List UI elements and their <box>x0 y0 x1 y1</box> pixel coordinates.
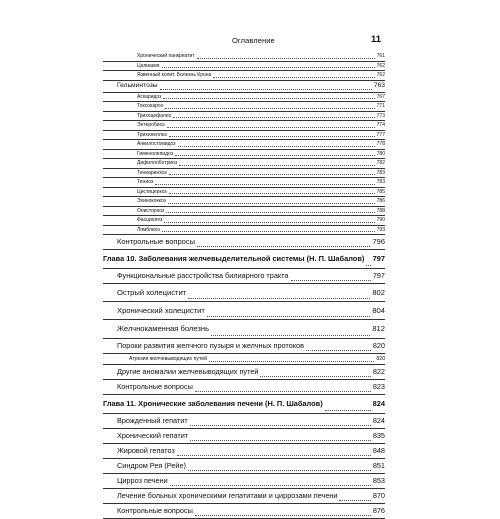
toc-entry: Тениаринхоз 783 <box>103 169 385 179</box>
toc-entry: Анкилостомидоз 778 <box>103 140 385 150</box>
toc-entry: Эхинококкоз 786 <box>103 197 385 207</box>
toc-entry-control-questions: Контрольные вопросы 796 <box>103 235 385 250</box>
toc-entry-control-questions: Контрольные вопросы 876 <box>103 504 385 519</box>
toc-entry: Трихинеллез 777 <box>103 131 385 141</box>
toc-entry: Энтеробиоз 774 <box>103 121 385 131</box>
running-header-title: Оглавление <box>232 36 275 45</box>
toc-section-entry: Гельминтозы 763 <box>103 81 385 93</box>
toc-entry: Врожденный гепатит 824 <box>103 414 385 429</box>
toc-entry: Язвенный колит. Болезнь Крона 762 <box>103 71 385 81</box>
toc-entry: Цистицеркоз 785 <box>103 188 385 198</box>
toc-entry: Лечение больных хроническими гепатитами и циррозами печени 870 <box>103 489 385 504</box>
toc-chapter-heading: Глава 11. Хронические заболевания печени (Н. П. Шабалов) 824 <box>103 395 385 414</box>
toc-entry: Атрезия желчевыводящих путей 820 <box>103 354 385 365</box>
toc-entry: Острый холецистит 802 <box>103 284 385 302</box>
toc-entry: Хронический гепатит 835 <box>103 429 385 444</box>
toc-entry: Дифиллоботриоз 782 <box>103 159 385 169</box>
toc-entry: Фасциолез 790 <box>103 216 385 226</box>
toc-entry: Токсокароз 771 <box>103 102 385 112</box>
table-of-contents <box>103 52 385 519</box>
toc-entry: Цирроз печени 853 <box>103 474 385 489</box>
toc-entry: Синдром Рея (Рейе) 851 <box>103 459 385 474</box>
toc-entry: Лямблиоз 793 <box>103 226 385 236</box>
toc-entry: Аскаридоз 767 <box>103 93 385 103</box>
toc-entry: Целиакия 762 <box>103 62 385 72</box>
page-number: 11 <box>371 34 382 45</box>
toc-entry: Жировой гепатоз 848 <box>103 444 385 459</box>
toc-entry: Желчнокаменная болезнь 812 <box>103 320 385 338</box>
toc-entry: Описторхоз 788 <box>103 207 385 217</box>
toc-entry: Гименолепидоз 780 <box>103 150 385 160</box>
toc-entry: Функциональные расстройства билиарного тракта 797 <box>103 269 385 284</box>
toc-entry-control-questions: Контрольные вопросы 823 <box>103 380 385 395</box>
toc-entry: Пороки развития желчного пузыря и желчных протоков 820 <box>103 339 385 354</box>
toc-entry: Другие аномалии желчевыводящих путей 822 <box>103 365 385 380</box>
toc-entry: Трихоцефалез 773 <box>103 112 385 122</box>
toc-chapter-heading: Глава 10. Заболевания желчевыделительной системы (Н. П. Шабалов) 797 <box>103 250 385 269</box>
toc-entry: Хронический холецистит 804 <box>103 302 385 320</box>
toc-entry: Тениоз 783 <box>103 178 385 188</box>
toc-entry: Хронический панкреатит 761 <box>103 52 385 62</box>
